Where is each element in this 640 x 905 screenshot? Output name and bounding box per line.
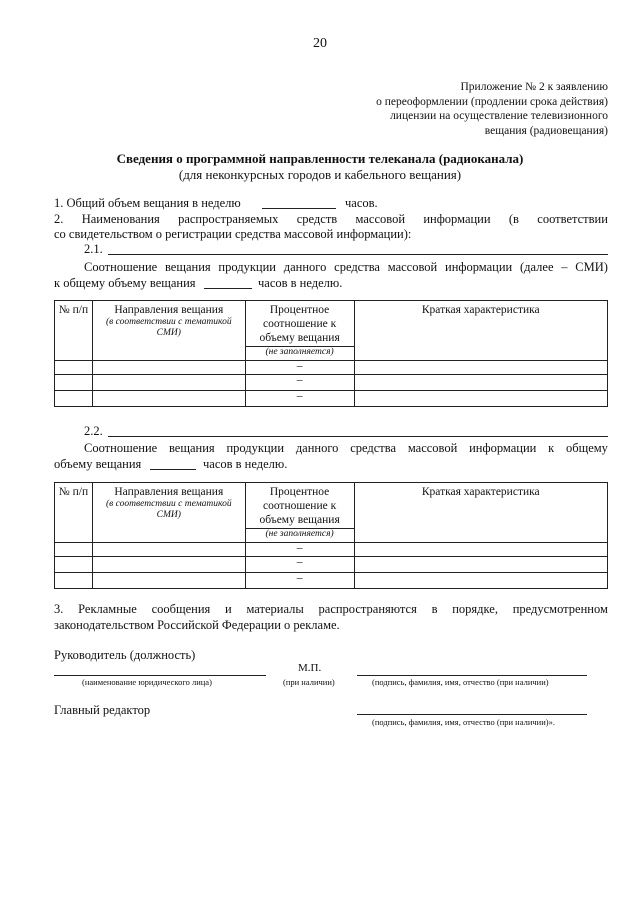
item3-word: предусмотренном bbox=[512, 602, 608, 616]
cell-direction[interactable] bbox=[92, 557, 245, 573]
cell-number[interactable] bbox=[55, 543, 93, 557]
org-name-caption: (наименование юридического лица) bbox=[82, 677, 212, 687]
ratio-word: данного bbox=[295, 441, 339, 455]
cell-description[interactable] bbox=[354, 375, 607, 391]
col-number-header bbox=[55, 301, 93, 361]
cell-description[interactable] bbox=[354, 391, 607, 407]
section-2-1-table bbox=[54, 300, 608, 407]
section-2-2-media-name-field[interactable] bbox=[108, 436, 608, 437]
section-2-1-number: 2.1. bbox=[84, 242, 103, 256]
table-row bbox=[55, 557, 608, 573]
ratio-word: массовой bbox=[387, 260, 438, 274]
col-percent-note: (не заполняется) bbox=[246, 346, 354, 358]
ratio-word: средства bbox=[334, 260, 380, 274]
section-2-1-ratio-line1 bbox=[84, 260, 608, 275]
section-2-1-ratio-suffix: часов в неделю. bbox=[258, 276, 343, 290]
ratio-word: информации bbox=[445, 260, 513, 274]
stamp-label: М.П. bbox=[298, 662, 322, 674]
item3-word: материалы bbox=[246, 602, 304, 616]
item2-word: 2. bbox=[54, 212, 64, 226]
section-2-2-number: 2.2. bbox=[84, 424, 103, 438]
editor-signature-caption: (подпись, фамилия, имя, отчество (при наличии)». bbox=[372, 717, 555, 727]
table-row bbox=[55, 375, 608, 391]
cell-direction[interactable] bbox=[92, 361, 245, 375]
item2-line2: со свидетельством о регистрации средства массовой информации): bbox=[54, 227, 412, 241]
section-2-1-media-name-field[interactable] bbox=[108, 254, 608, 255]
appendix-header bbox=[328, 80, 608, 138]
ratio-word: массовой bbox=[407, 441, 458, 455]
section-2-2-table bbox=[54, 482, 608, 589]
cell-number[interactable] bbox=[55, 557, 93, 573]
appendix-line: о переоформлении (продлении срока действия) bbox=[376, 95, 608, 108]
col-description-label: Краткая характеристика bbox=[421, 304, 540, 316]
item2-word: (в bbox=[508, 212, 519, 226]
ratio-word: (далее bbox=[520, 260, 554, 274]
item2-word: соответствии bbox=[537, 212, 608, 226]
item3-word: в bbox=[431, 602, 438, 616]
editor-signature-field[interactable] bbox=[357, 714, 587, 715]
ratio-word: – bbox=[561, 260, 568, 274]
section-2-1-hours-field[interactable] bbox=[204, 288, 252, 289]
cell-number[interactable] bbox=[55, 375, 93, 391]
cell-number[interactable] bbox=[55, 361, 93, 375]
section-2-2-ratio-prefix: объему вещания bbox=[54, 457, 142, 471]
appendix-line: вещания (радиовещания) bbox=[484, 124, 608, 137]
item2-word: распространяемых bbox=[178, 212, 279, 226]
item3-word: распространяются bbox=[318, 602, 417, 616]
cell-direction[interactable] bbox=[92, 543, 245, 557]
col-direction-label: Направления вещания bbox=[114, 486, 224, 498]
col-description-header bbox=[354, 301, 607, 361]
col-direction-note: (в соответствии с тематикой СМИ) bbox=[105, 317, 232, 338]
table-row bbox=[55, 391, 608, 407]
ratio-word: продукции bbox=[226, 441, 285, 455]
cell-number[interactable] bbox=[55, 391, 93, 407]
ratio-word: к bbox=[548, 441, 555, 455]
item2-line1 bbox=[54, 212, 608, 227]
ratio-word: Соотношение bbox=[84, 260, 158, 274]
cell-percent: – bbox=[245, 361, 354, 375]
cell-description[interactable] bbox=[354, 361, 607, 375]
ratio-word: средства bbox=[350, 441, 397, 455]
document-title: Сведения о программной направленности телеканала (радиоканала) bbox=[116, 151, 524, 166]
chief-editor-label: Главный редактор bbox=[54, 703, 151, 717]
ratio-word: Соотношение bbox=[84, 441, 158, 455]
item3-word: и bbox=[225, 602, 232, 616]
table-row bbox=[55, 573, 608, 589]
ratio-word: общему bbox=[565, 441, 608, 455]
section-2-2-hours-field[interactable] bbox=[150, 469, 196, 470]
col-description-label: Краткая характеристика bbox=[421, 486, 540, 498]
document-subtitle: (для неконкурсных городов и кабельного вещания) bbox=[178, 167, 462, 182]
table-header-row bbox=[55, 483, 608, 543]
section-2-2-ratio-line1 bbox=[84, 441, 608, 456]
stamp-if-available-caption: (при наличии) bbox=[283, 677, 335, 687]
appendix-line: лицензии на осуществление телевизионного bbox=[390, 110, 608, 122]
item3-word: 3. bbox=[54, 602, 64, 616]
table-header-row bbox=[55, 301, 608, 361]
col-number-label: № п/п bbox=[58, 486, 89, 498]
col-description-header bbox=[354, 483, 607, 543]
item2-word: Наименования bbox=[81, 212, 160, 226]
table-row bbox=[55, 361, 608, 375]
cell-percent: – bbox=[245, 543, 354, 557]
item2-word: средств bbox=[296, 212, 338, 226]
col-percent-label: Процентное соотношение к объему вещания bbox=[259, 304, 340, 344]
item3-word: Рекламные bbox=[78, 602, 137, 616]
cell-description[interactable] bbox=[354, 573, 607, 589]
ratio-word: вещания bbox=[168, 441, 215, 455]
cell-direction[interactable] bbox=[92, 375, 245, 391]
cell-direction[interactable] bbox=[92, 391, 245, 407]
appendix-line: Приложение № 2 к заявлению bbox=[460, 81, 608, 93]
organization-name-field[interactable] bbox=[54, 675, 266, 676]
head-position-label: Руководитель (должность) bbox=[54, 648, 196, 662]
col-percent-header bbox=[245, 301, 354, 361]
item3-word: порядке, bbox=[452, 602, 498, 616]
head-signature-field[interactable] bbox=[357, 675, 587, 676]
item3-line2: законодательством Российской Федерации о рекламе. bbox=[54, 618, 340, 632]
cell-description[interactable] bbox=[354, 543, 607, 557]
table-row bbox=[55, 543, 608, 557]
head-signature-caption: (подпись, фамилия, имя, отчество (при наличии) bbox=[372, 677, 549, 687]
col-direction-note: (в соответствии с тематикой СМИ) bbox=[105, 499, 232, 520]
cell-description[interactable] bbox=[354, 557, 607, 573]
col-percent-label: Процентное соотношение к объему вещания bbox=[259, 486, 340, 526]
cell-percent: – bbox=[245, 557, 354, 573]
item1-prefix: 1. Общий объем вещания в неделю bbox=[54, 196, 241, 210]
section-2-1-ratio-prefix: к общему объему вещания bbox=[54, 276, 196, 290]
cell-direction[interactable] bbox=[92, 573, 245, 589]
page-number: 20 bbox=[313, 36, 327, 51]
ratio-word: данного bbox=[283, 260, 327, 274]
item1-suffix: часов. bbox=[345, 196, 378, 210]
col-number-label: № п/п bbox=[58, 304, 89, 316]
cell-percent: – bbox=[245, 573, 354, 589]
item3-word: сообщения bbox=[151, 602, 211, 616]
col-percent-header bbox=[245, 483, 354, 543]
ratio-word: СМИ) bbox=[575, 260, 608, 274]
ratio-word: вещания bbox=[164, 260, 211, 274]
col-direction-label: Направления вещания bbox=[114, 304, 224, 316]
weekly-hours-field[interactable] bbox=[262, 208, 336, 209]
item2-word: массовой bbox=[355, 212, 406, 226]
col-percent-note: (не заполняется) bbox=[246, 528, 354, 540]
col-direction-header bbox=[92, 301, 245, 361]
item3-line1 bbox=[54, 602, 608, 617]
col-number-header bbox=[55, 483, 93, 543]
col-direction-header bbox=[92, 483, 245, 543]
cell-number[interactable] bbox=[55, 573, 93, 589]
cell-percent: – bbox=[245, 375, 354, 391]
ratio-word: продукции bbox=[218, 260, 276, 274]
section-2-2-ratio-suffix: часов в неделю. bbox=[203, 457, 288, 471]
cell-percent: – bbox=[245, 391, 354, 407]
item2-word: информации bbox=[423, 212, 491, 226]
ratio-word: информации bbox=[469, 441, 537, 455]
